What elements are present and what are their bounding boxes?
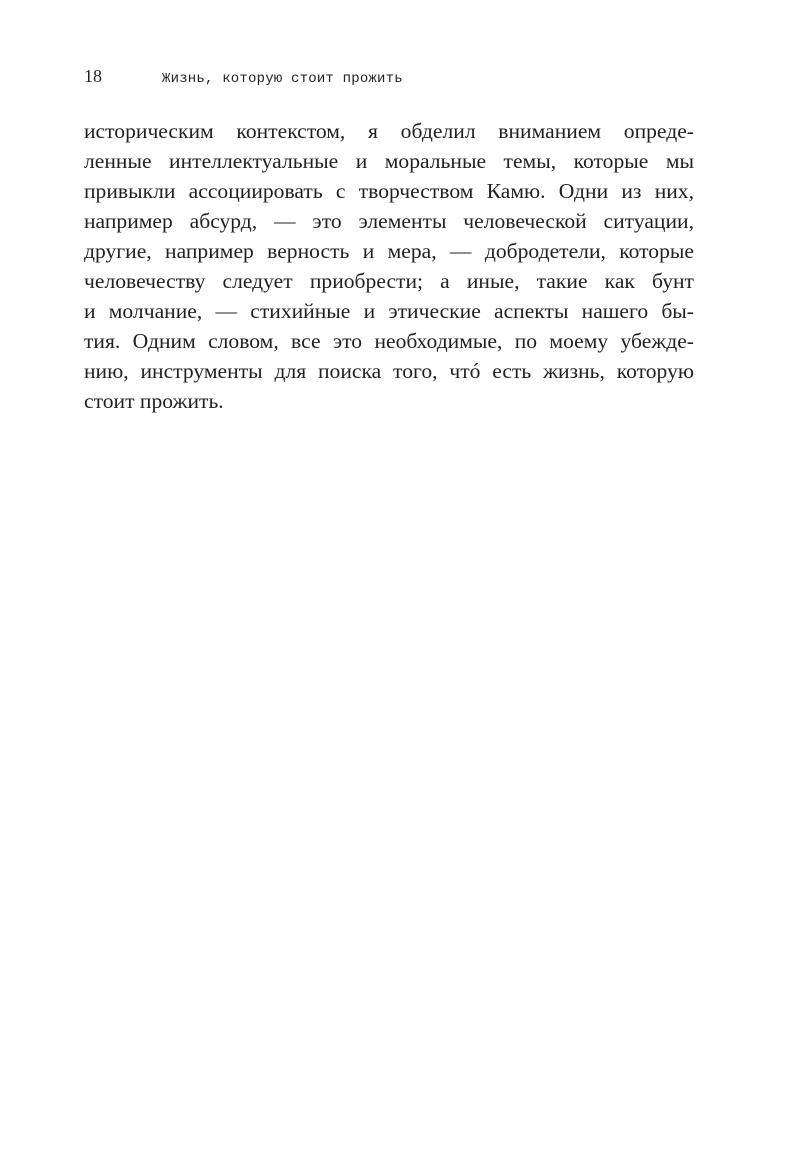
text-line: историческим контекстом, я обделил вниманием опреде- (84, 119, 694, 143)
text-line: стоит прожить. (84, 389, 224, 413)
running-title: Жизнь, которую стоит прожить (162, 71, 403, 87)
running-head (84, 66, 403, 90)
text-line: нию, инструменты для поиска того, чтó есть жизнь, которую (84, 359, 694, 383)
text-line: человечеству следует приобрести; а иные, такие как бунт (84, 269, 694, 293)
text-line: тия. Одним словом, все это необходимые, по моему убежде- (84, 329, 694, 353)
page-number: 18 (84, 66, 102, 86)
text-line: например абсурд, — это элементы человеческой ситуации, (84, 209, 694, 233)
body-paragraph (84, 116, 694, 416)
text-line: другие, например верность и мера, — добродетели, которые (84, 239, 694, 263)
text-line: привыкли ассоциировать с творчеством Камю. Одни из них, (84, 179, 694, 203)
text-line: ленные интеллектуальные и моральные темы, которые мы (84, 149, 694, 173)
text-line: и молчание, — стихийные и этические аспекты нашего бы- (84, 299, 694, 323)
